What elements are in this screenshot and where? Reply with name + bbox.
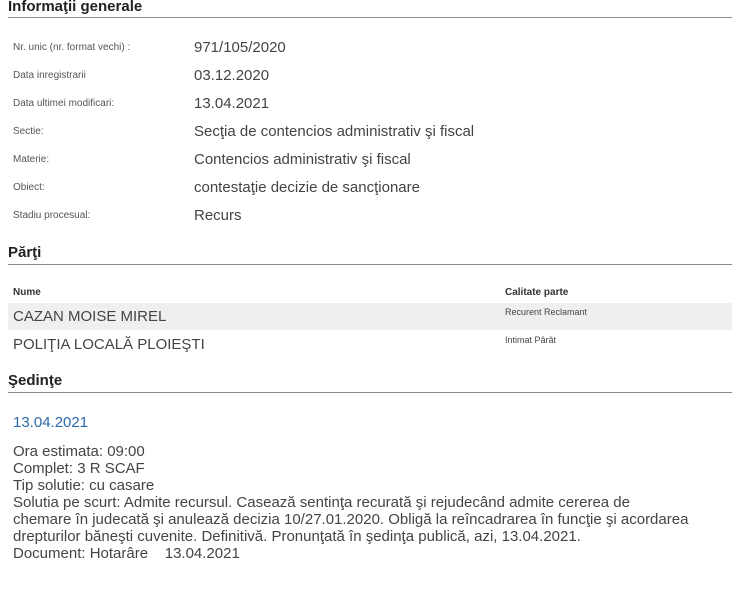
- field-value-data-modificari: 13.04.2021: [194, 95, 270, 112]
- hearing-document: Document: Hotarâre 13.04.2021: [13, 545, 240, 562]
- parties-header-name: Nume: [13, 287, 41, 298]
- hearing-date-link[interactable]: 13.04.2021: [13, 414, 89, 431]
- field-label-data-modificari: Data ultimei modificari:: [13, 98, 115, 109]
- hearing-solution-summary-line: drepturilor băneşti cuvenite. Definitivă. Pronunţată în şedinţa publică, azi, 13.04.2021.: [13, 528, 581, 545]
- parties-section-title: Părţi: [8, 244, 42, 261]
- field-value-obiect: contestaţie decizie de sancţionare: [194, 179, 420, 196]
- field-value-data-inregistrarii: 03.12.2020: [194, 67, 270, 84]
- table-row: [8, 303, 732, 330]
- hearing-panel: Complet: 3 R SCAF: [13, 460, 145, 477]
- field-label-nr-unic: Nr. unic (nr. format vechi) :: [13, 42, 131, 53]
- party-name: CAZAN MOISE MIREL: [13, 308, 167, 325]
- parties-header-role: Calitate parte: [505, 287, 569, 298]
- hearing-solution-summary-line: Solutia pe scurt: Admite recursul. Casează sentinţa recurată şi rejudecând admite cererea de: [13, 494, 630, 511]
- field-value-sectie: Secţia de contencios administrativ şi fiscal: [194, 123, 475, 140]
- field-label-obiect: Obiect:: [13, 182, 45, 193]
- field-value-materie: Contencios administrativ şi fiscal: [194, 151, 411, 168]
- table-row: [8, 331, 732, 358]
- field-value-nr-unic: 971/105/2020: [194, 39, 286, 56]
- party-role: Intimat Pârât: [505, 335, 557, 345]
- hearings-section-title: Şedinţe: [8, 372, 63, 389]
- general-divider: [8, 17, 732, 18]
- parties-divider: [8, 264, 732, 265]
- field-label-sectie: Sectie:: [13, 126, 44, 137]
- field-label-stadiu: Stadiu procesual:: [13, 210, 91, 221]
- field-label-materie: Materie:: [13, 154, 50, 165]
- general-section-title: Informaţii generale: [8, 0, 143, 15]
- party-name: POLIŢIA LOCALĂ PLOIEŞTI: [13, 336, 205, 353]
- field-value-stadiu: Recurs: [194, 207, 242, 224]
- hearing-estimated-time: Ora estimata: 09:00: [13, 443, 145, 460]
- party-role: Recurent Reclamant: [505, 307, 588, 317]
- hearings-divider: [8, 392, 732, 393]
- field-label-data-inregistrarii: Data inregistrarii: [13, 70, 86, 81]
- hearing-solution-type: Tip solutie: cu casare: [13, 477, 155, 494]
- hearing-solution-summary-line: chemare în judecată şi anulează decizia 10/27.01.2020. Obligă la reîncadrarea în funcţie şi acordarea: [13, 511, 689, 528]
